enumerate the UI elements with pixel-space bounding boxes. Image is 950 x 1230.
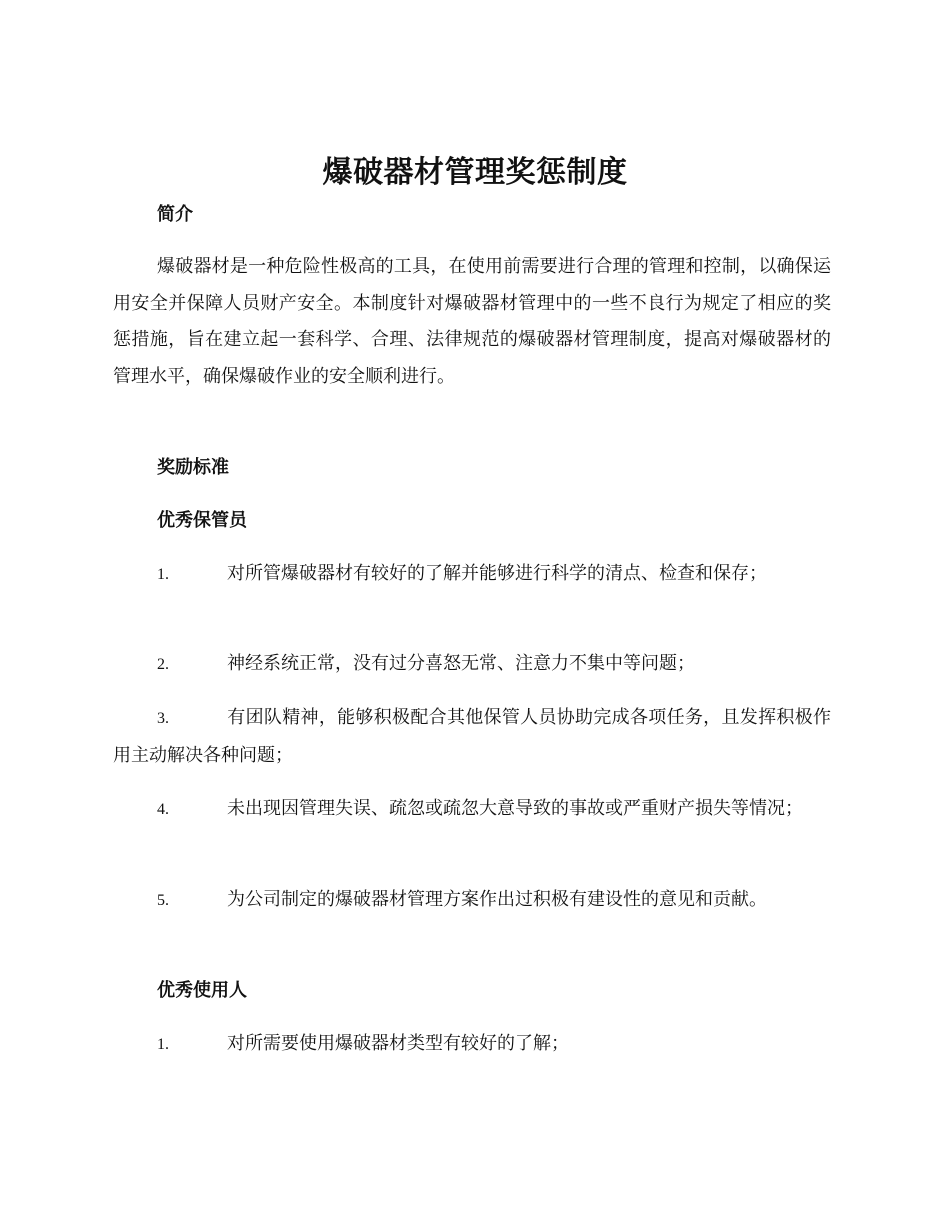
reward-heading: 奖励标准 [157, 457, 229, 478]
user-heading: 优秀使用人 [157, 980, 247, 1001]
list-number: 3. [157, 710, 169, 727]
intro-paragraph: 爆破器材是一种危险性极高的工具，在使用前需要进行合理的管理和控制，以确保运用安全并保障人员财产安全。本制度针对爆破器材管理中的一些不良行为规定了相应的奖惩措施，旨在建立起一套科学、合理、法律规范的爆破器材管理制度，提高对爆破器材的管理水平，确保爆破作业的安全顺利进行。 [113, 256, 831, 387]
list-item-text: 神经系统正常，没有过分喜怒无常、注意力不集中等问题； [227, 653, 695, 674]
keeper-item-5 [113, 882, 831, 920]
list-number: 4. [157, 801, 169, 818]
keeper-item-1 [113, 556, 831, 594]
list-number: 1. [157, 1036, 169, 1053]
list-item-text: 有团队精神，能够积极配合其他保管人员协助完成各项任务，且发挥积极作用主动解决各种问题； [113, 707, 831, 766]
keeper-item-3 [113, 700, 831, 774]
list-item-text: 为公司制定的爆破器材管理方案作出过积极有建设性的意见和贡献。 [227, 889, 767, 910]
keeper-item-2 [113, 646, 831, 684]
list-number: 1. [157, 566, 169, 583]
keeper-heading: 优秀保管员 [157, 510, 247, 531]
intro-heading: 简介 [157, 204, 193, 225]
list-item-text: 对所管爆破器材有较好的了解并能够进行科学的清点、检查和保存； [227, 563, 767, 584]
list-number: 5. [157, 892, 169, 909]
document-title: 爆破器材管理奖惩制度 [322, 155, 628, 190]
list-number: 2. [157, 656, 169, 673]
list-item-text: 未出现因管理失误、疏忽或疏忽大意导致的事故或严重财产损失等情况； [227, 798, 803, 819]
list-item-text: 对所需要使用爆破器材类型有较好的了解； [227, 1033, 569, 1054]
user-item-1 [113, 1026, 831, 1064]
keeper-item-4 [113, 791, 831, 829]
